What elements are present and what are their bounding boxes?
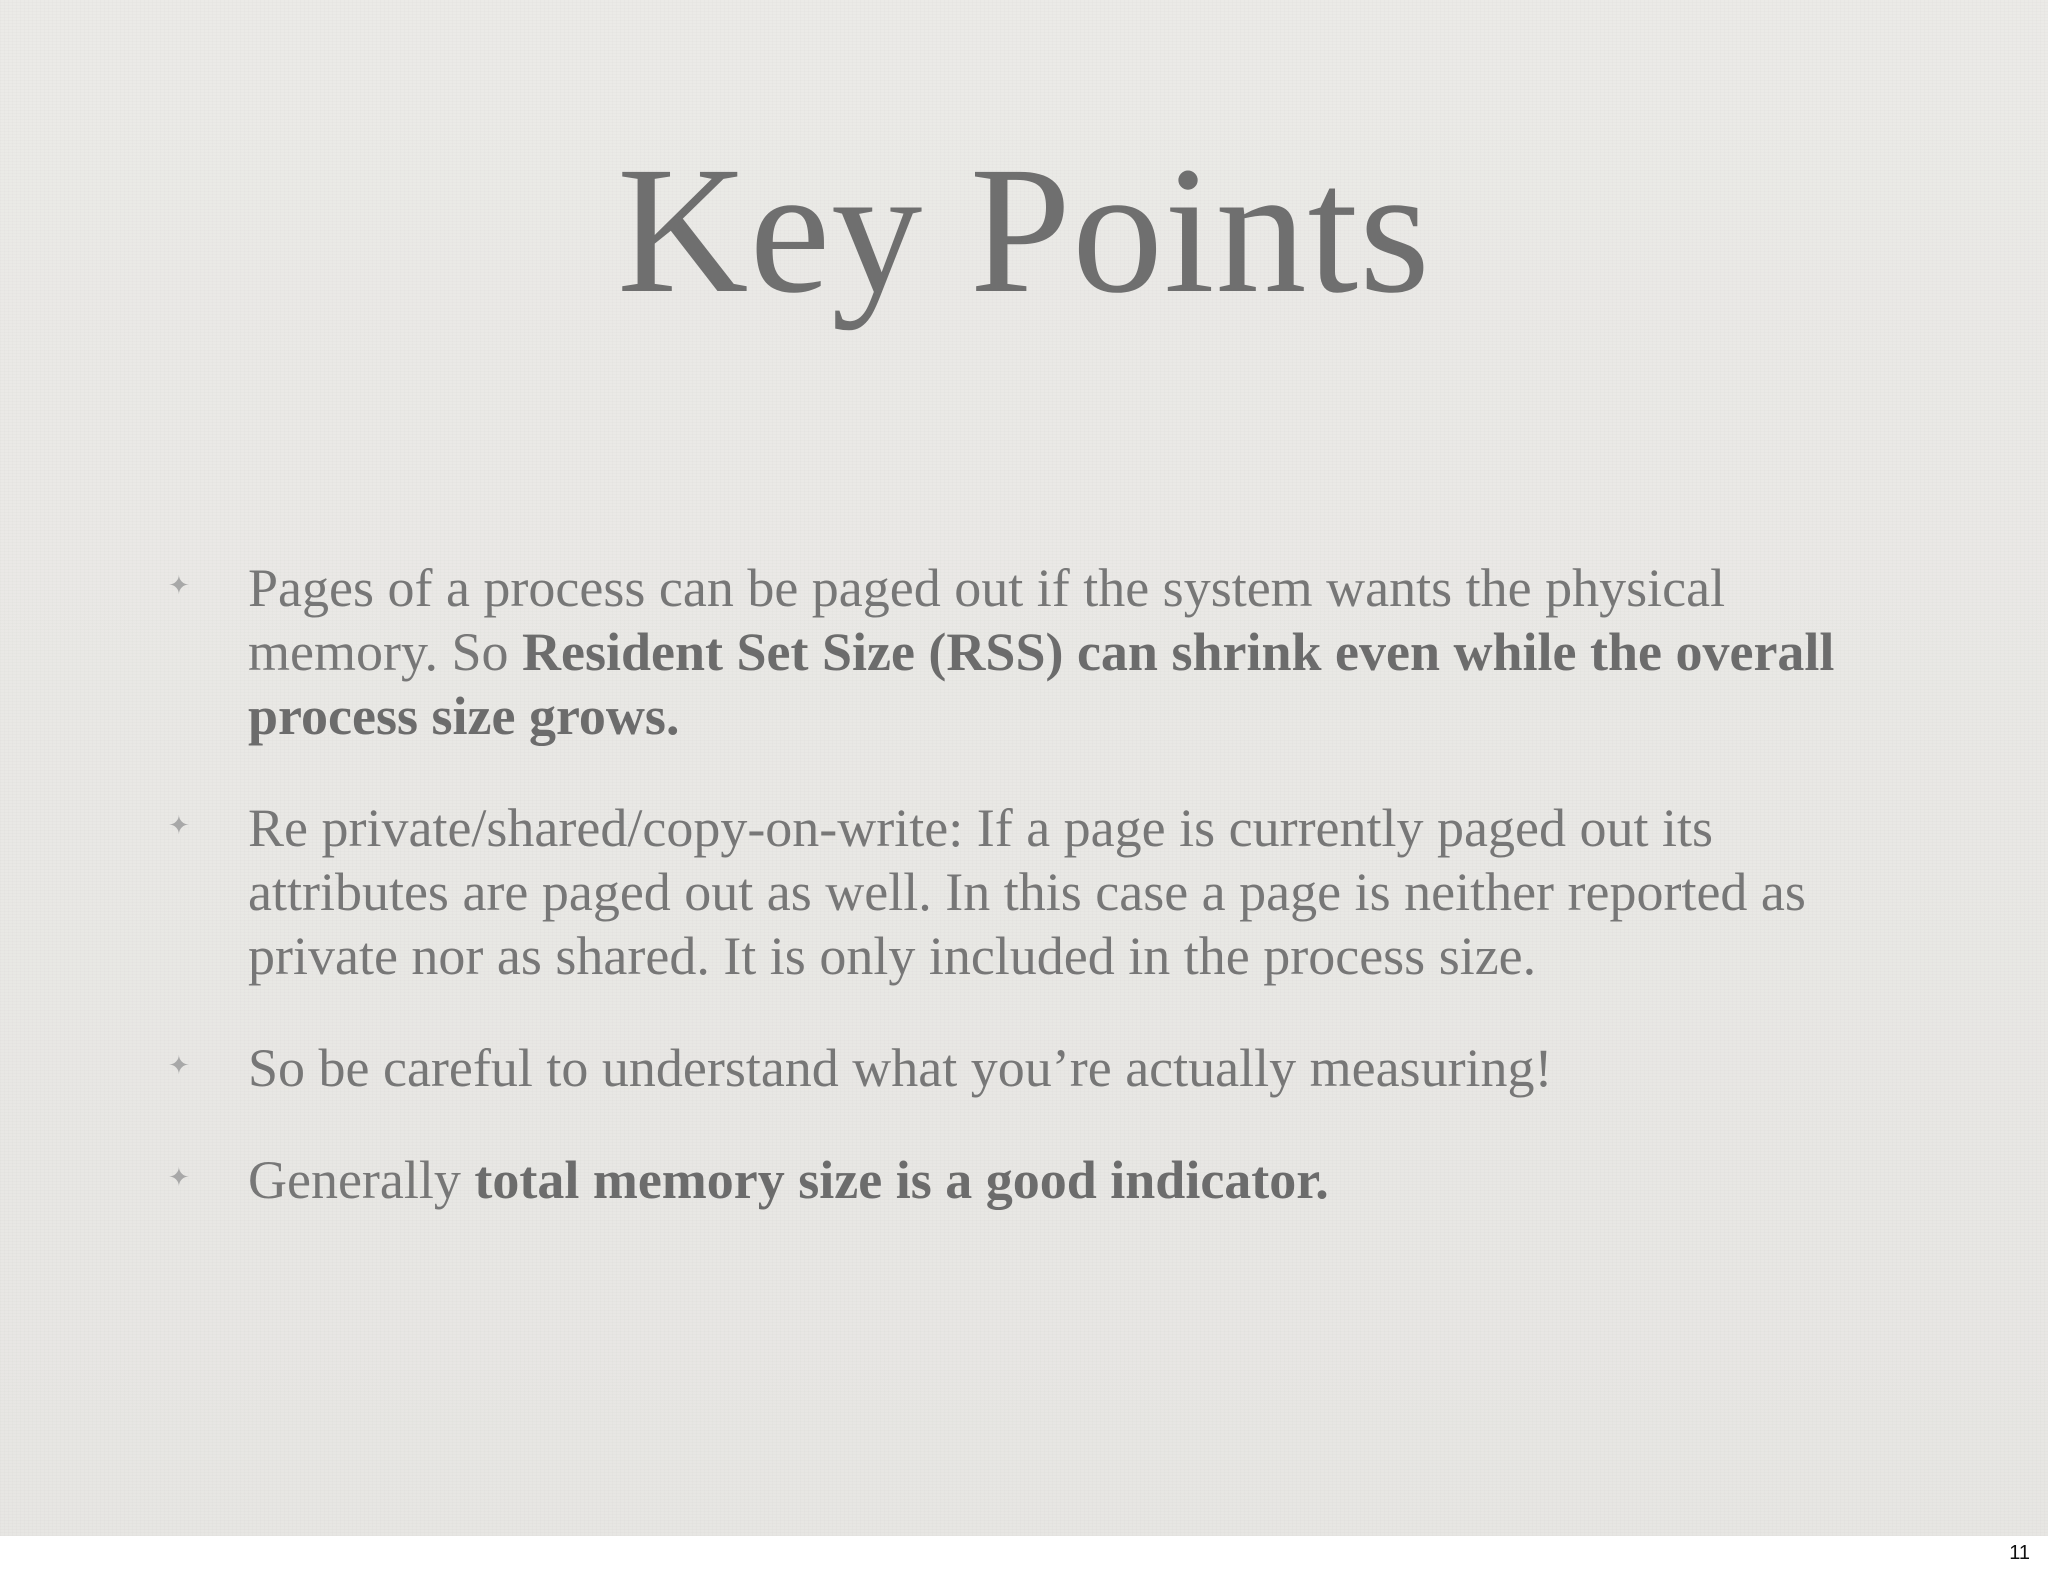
bullet-emphasis: Resident Set Size (RSS) can shrink even while the overall process size grows. (248, 622, 1835, 746)
bullet-list (160, 556, 1880, 1212)
bullet-item-paged-out (160, 556, 1880, 748)
bullet-text: So be careful to understand what you’re actually measuring! (248, 1038, 1553, 1098)
bullet-text: Pages of a process can be paged out if the system wants the physical memory. So (248, 558, 1726, 682)
page-number: 11 (2009, 1542, 2030, 1564)
bullet-emphasis: total memory size is a good indicator. (474, 1150, 1329, 1210)
slide-title: Key Points (617, 130, 1431, 331)
bullet-marker-icon: ✦ (168, 571, 190, 600)
bullet-marker-icon: ✦ (168, 1163, 190, 1192)
bullet-marker-icon: ✦ (168, 1051, 190, 1080)
bullet-item-indicator (160, 1148, 1880, 1212)
bullet-marker-icon: ✦ (168, 811, 190, 840)
bullet-item-copy-on-write (160, 796, 1880, 988)
bullet-text: Re private/shared/copy-on-write: If a page is currently paged out its attributes are paged out as well. In this case a page is neither reported as private nor as shared. It is only included in the process size. (248, 798, 1806, 986)
bullet-item-careful (160, 1036, 1880, 1100)
bullet-text: Generally (248, 1150, 475, 1210)
